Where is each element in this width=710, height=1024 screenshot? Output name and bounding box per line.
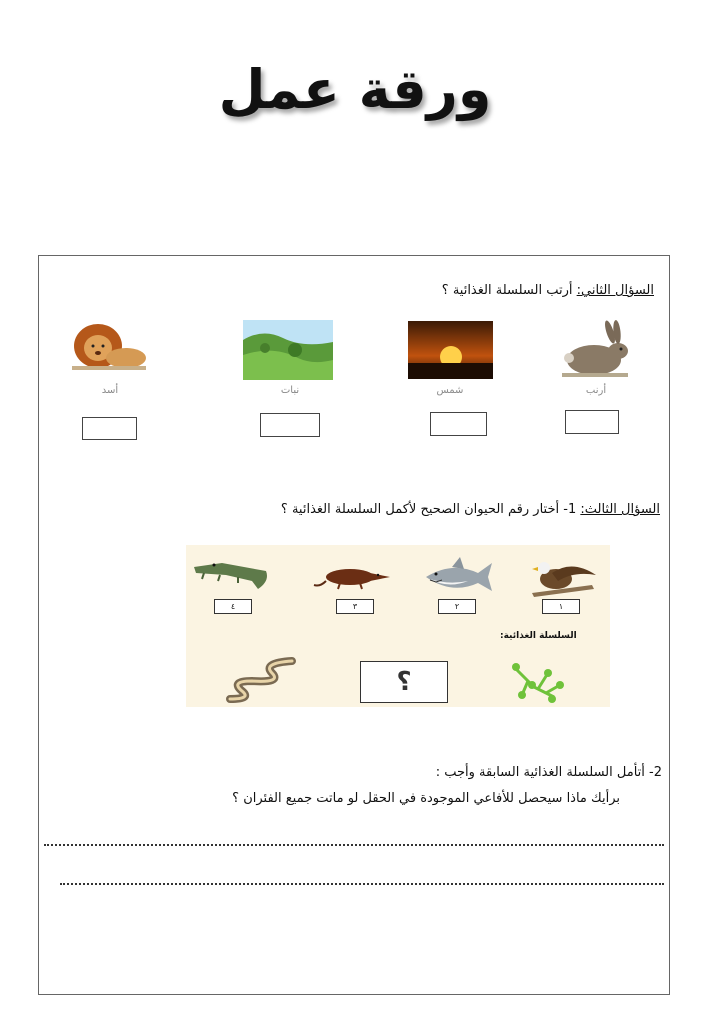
snake-icon [222,655,302,703]
rat-icon [310,559,396,593]
sun-icon [408,321,493,379]
shark-number: ٢ [438,599,476,614]
question-3-part-2-text: أتأمل السلسلة الغذائية السابقة وأجب : [435,765,650,780]
plant-caption: نبات [280,385,300,396]
question-2-label: السؤال الثاني: [576,283,654,298]
question-2-heading [442,283,654,298]
rabbit-icon [556,318,636,380]
rabbit-caption: أرنب [585,385,607,396]
question-3-label: السؤال الثالث: [580,502,660,517]
lion-caption: أسد [101,385,119,396]
rat-number: ٣ [336,599,374,614]
question-2-text: أرتب السلسلة الغذائية ؟ [441,283,577,298]
sun-caption: شمس [436,385,464,396]
food-chain-panel [186,545,610,707]
rabbit-order-box[interactable] [565,410,619,434]
missing-animal-box[interactable]: ؟ [360,661,448,703]
food-chain-label: السلسلة الغذائية: [500,631,577,641]
lion-icon [68,320,148,372]
plant-icon [243,320,333,380]
crocodile-icon [192,555,272,595]
crocodile-number: ٤ [214,599,252,614]
answer-line-1[interactable] [44,844,664,846]
eagle-icon [522,555,602,599]
question-3-part-2 [436,765,662,780]
grass-icon [504,657,564,703]
question-3-part-2-number: 2- [649,765,662,780]
eagle-number: ١ [542,599,580,614]
answer-line-2[interactable] [60,883,664,885]
lion-order-box[interactable] [82,417,137,440]
sun-order-box[interactable] [430,412,487,436]
shark-icon [422,555,494,597]
question-3-heading [281,502,660,517]
page-title: ورقة عمل [218,58,492,121]
question-3-part-2-question: برأيك ماذا سيحصل للأفاعي الموجودة في الحقل لو ماتت جميع الفئران ؟ [232,791,620,806]
plant-order-box[interactable] [260,413,320,437]
question-3-part-1: 1- أختار رقم الحيوان الصحيح لأكمل السلسلة الغذائية ؟ [280,502,581,517]
